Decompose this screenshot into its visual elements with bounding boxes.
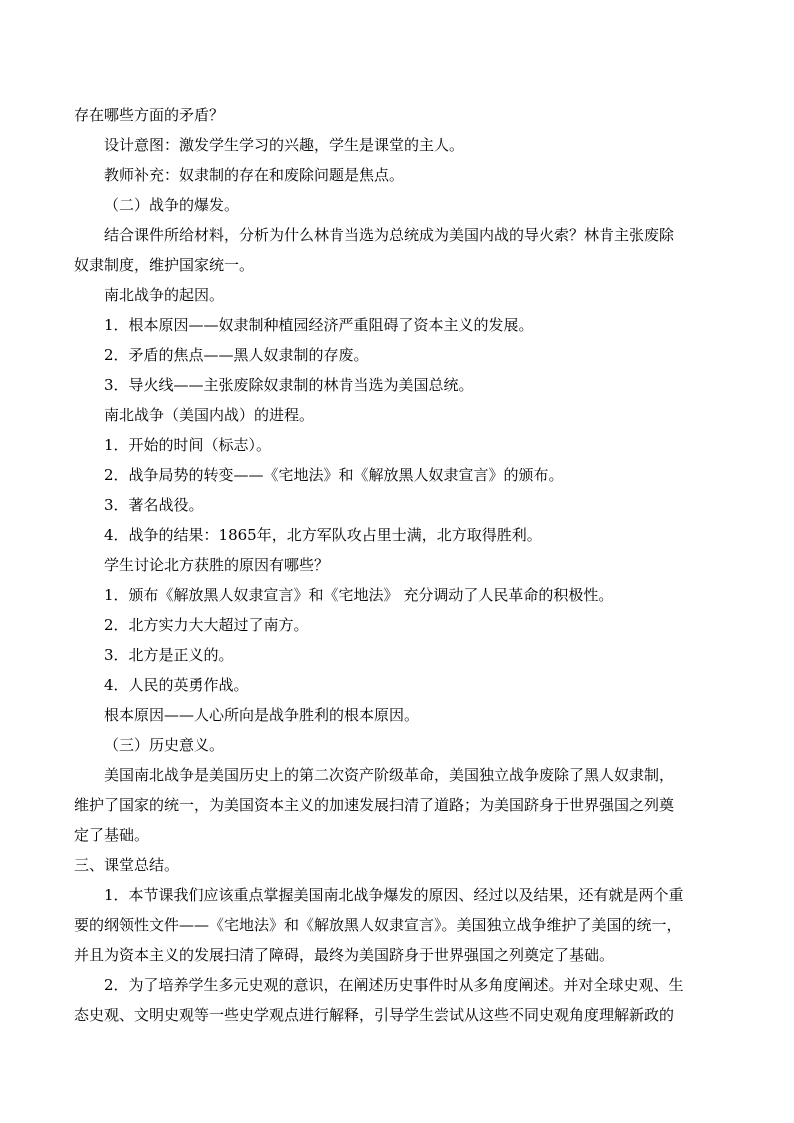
text-line: 要的纲领性文件——《宅地法》和《解放黑人奴隶宣言》。美国独立战争维护了美国的统一，	[74, 916, 682, 934]
document-body	[74, 100, 720, 1030]
text-line: 根本原因——人心所向是战争胜利的根本原因。	[104, 706, 420, 724]
text-line: （二）战争的爆发。	[104, 196, 240, 214]
text-line: 定了基础。	[74, 826, 150, 844]
text-line: 4．战争的结果：1865年，北方军队攻占里士满，北方取得胜利。	[104, 526, 542, 544]
text-line: 设计意图：激发学生学习的兴趣，学生是课堂的主人。	[104, 136, 465, 154]
text-line: 维护了国家的统一，为美国资本主义的加速发展扫清了道路；为美国跻身于世界强国之列奠	[74, 796, 675, 814]
text-line: 三、课堂总结。	[74, 856, 180, 874]
text-line: 1．根本原因——奴隶制种植园经济严重阻碍了资本主义的发展。	[104, 316, 534, 334]
text-line: 南北战争（美国内战）的进程。	[104, 406, 315, 424]
text-line: 3．北方是正义的。	[104, 646, 234, 664]
text-line: 奴隶制度，维护国家统一。	[74, 256, 255, 274]
text-line: 2．战争局势的转变——《宅地法》和《解放黑人奴隶宣言》的颁布。	[104, 466, 564, 484]
text-line: 3．导火线——主张废除奴隶制的林肯当选为美国总统。	[104, 376, 474, 394]
text-line: 学生讨论北方获胜的原因有哪些？	[104, 556, 330, 574]
text-line: 2．为了培养学生多元史观的意识，在阐述历史事件时从多角度阐述。并对全球史观、生	[104, 976, 684, 994]
text-line: 结合课件所给材料，分析为什么林肯当选为总统成为美国内战的导火索？林肯主张废除	[104, 226, 675, 244]
text-line: 存在哪些方面的矛盾？	[74, 106, 225, 124]
text-line: 1．颁布《解放黑人奴隶宣言》和《宅地法》 充分调动了人民革命的积极性。	[104, 586, 614, 604]
text-line: 1．本节课我们应该重点掌握美国南北战争爆发的原因、经过以及结果，还有就是两个重	[104, 886, 684, 904]
text-line: 态史观、文明史观等一些史学观点进行解释，引导学生尝试从这些不同史观角度理解新政的	[74, 1006, 675, 1024]
text-line: 教师补充：奴隶制的存在和废除问题是焦点。	[104, 166, 405, 184]
text-line: （三）历史意义。	[104, 736, 225, 754]
text-line: 1．开始的时间（标志）。	[104, 436, 272, 454]
text-line: 2．北方实力大大超过了南方。	[104, 616, 309, 634]
text-line: 3．著名战役。	[104, 496, 204, 514]
text-line: 2．矛盾的焦点——黑人奴隶制的存废。	[104, 346, 369, 364]
text-line: 南北战争的起因。	[104, 286, 225, 304]
text-line: 美国南北战争是美国历史上的第二次资产阶级革命，美国独立战争废除了黑人奴隶制，	[104, 766, 675, 784]
text-line: 并且为资本主义的发展扫清了障碍，最终为美国跻身于世界强国之列奠定了基础。	[74, 946, 615, 964]
text-line: 4．人民的英勇作战。	[104, 676, 249, 694]
